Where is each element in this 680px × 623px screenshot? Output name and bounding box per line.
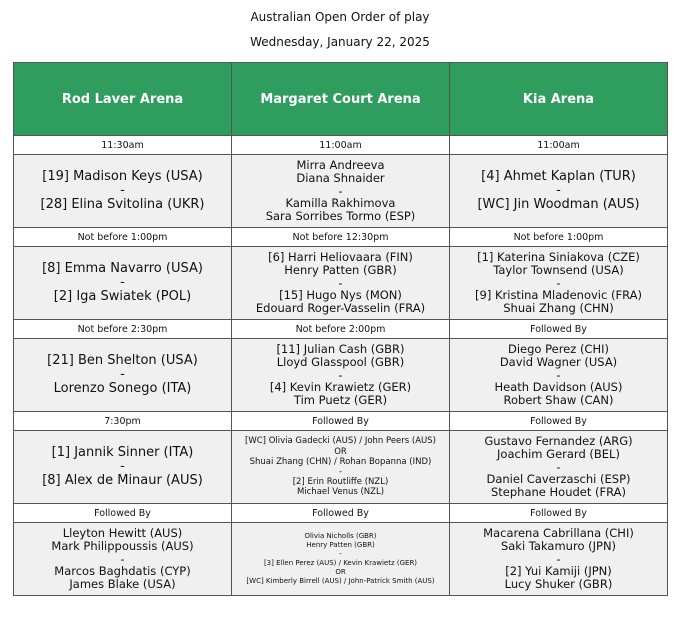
match-cell bbox=[450, 155, 668, 228]
player-line: - bbox=[556, 275, 561, 290]
player-line: [9] Kristina Mladenovic (FRA) bbox=[475, 288, 642, 303]
player-line: - bbox=[120, 366, 125, 382]
player-line: [6] Harri Heliovaara (FIN) bbox=[268, 250, 413, 265]
player-line: Heath Davidson (AUS) bbox=[494, 380, 623, 395]
match-cell bbox=[14, 339, 232, 412]
match-cell bbox=[14, 247, 232, 320]
player-line: Lorenzo Sonego (ITA) bbox=[53, 381, 192, 397]
player-line: - bbox=[338, 467, 343, 477]
player-line: - bbox=[338, 275, 343, 290]
arena-header: Margaret Court Arena bbox=[232, 63, 450, 136]
page-date: Wednesday, January 22, 2025 bbox=[250, 35, 430, 49]
player-line: [28] Elina Svitolina (UKR) bbox=[40, 197, 205, 213]
match-cell bbox=[14, 523, 232, 596]
schedule-table bbox=[13, 62, 668, 596]
match-row bbox=[14, 155, 668, 228]
match-row bbox=[14, 431, 668, 504]
player-line: - bbox=[556, 367, 561, 382]
player-line: [WC] Olivia Gadecki (AUS) / John Peers (AUS) bbox=[245, 436, 436, 447]
player-line: [21] Ben Shelton (USA) bbox=[47, 352, 198, 368]
player-line: Marcos Baghdatis (CYP) bbox=[54, 564, 191, 579]
player-line: Lleyton Hewitt (AUS) bbox=[62, 526, 183, 541]
player-line: OR bbox=[335, 568, 346, 577]
player-line: - bbox=[556, 459, 561, 474]
arena-header: Kia Arena bbox=[450, 63, 668, 136]
player-line: Sara Sorribes Tormo (ESP) bbox=[265, 208, 416, 223]
player-line: Diego Perez (CHI) bbox=[507, 342, 609, 357]
player-line: [1] Katerina Siniakova (CZE) bbox=[477, 250, 640, 265]
player-line: Stephane Houdet (FRA) bbox=[490, 484, 627, 499]
player-line: Shuai Zhang (CHN) / Rohan Bopanna (IND) bbox=[249, 456, 432, 467]
player-line: [3] Ellen Perez (AUS) / Kevin Krawietz (GER) bbox=[263, 559, 418, 567]
player-line: [WC] Kimberly Birrell (AUS) / John-Patrick Smith (AUS) bbox=[246, 577, 435, 586]
player-line: Lloyd Glasspool (GBR) bbox=[276, 355, 405, 370]
start-time: 11:00am bbox=[450, 136, 668, 155]
player-line: - bbox=[120, 182, 125, 198]
player-line: - bbox=[556, 182, 561, 198]
time-row bbox=[14, 136, 668, 155]
player-line: [19] Madison Keys (USA) bbox=[42, 168, 203, 184]
player-line: Lucy Shuker (GBR) bbox=[504, 576, 613, 591]
player-line: Daniel Caverzaschi (ESP) bbox=[486, 472, 631, 487]
player-line: [WC] Jin Woodman (AUS) bbox=[477, 197, 640, 213]
player-line: [8] Alex de Minaur (AUS) bbox=[42, 473, 203, 489]
player-line: James Blake (USA) bbox=[69, 576, 176, 591]
schedule-body bbox=[14, 136, 668, 596]
player-line: Shuai Zhang (CHN) bbox=[503, 300, 614, 315]
player-line: [2] Yui Kamiji (JPN) bbox=[505, 564, 612, 579]
start-time: 7:30pm bbox=[14, 412, 232, 431]
start-time: 11:00am bbox=[232, 136, 450, 155]
start-time: Followed By bbox=[14, 504, 232, 523]
time-row bbox=[14, 320, 668, 339]
player-line: [15] Hugo Nys (MON) bbox=[279, 288, 402, 303]
match-cell bbox=[232, 339, 450, 412]
time-row bbox=[14, 504, 668, 523]
player-line: - bbox=[120, 458, 125, 474]
arena-header-row bbox=[14, 63, 668, 136]
player-line: [2] Iga Swiatek (POL) bbox=[53, 289, 192, 305]
match-row bbox=[14, 339, 668, 412]
player-line: - bbox=[556, 551, 561, 566]
player-line: Tim Puetz (GER) bbox=[293, 392, 388, 407]
player-line: Diana Shnaider bbox=[296, 171, 385, 186]
time-row bbox=[14, 412, 668, 431]
player-line: Mirra Andreeva bbox=[296, 158, 385, 173]
match-cell bbox=[232, 155, 450, 228]
match-cell bbox=[232, 523, 450, 596]
player-line: - bbox=[338, 367, 343, 382]
start-time: Not before 2:30pm bbox=[14, 320, 232, 339]
page-title: Australian Open Order of play bbox=[250, 10, 430, 24]
start-time: Not before 12:30pm bbox=[232, 228, 450, 247]
player-line: [2] Erin Routliffe (NZL) bbox=[292, 477, 389, 488]
player-line: Kamilla Rakhimova bbox=[285, 196, 396, 211]
match-cell bbox=[14, 155, 232, 228]
player-line: Edouard Roger-Vasselin (FRA) bbox=[255, 300, 426, 315]
match-cell bbox=[232, 247, 450, 320]
match-cell bbox=[450, 339, 668, 412]
player-line: - bbox=[120, 274, 125, 290]
player-line: Gustavo Fernandez (ARG) bbox=[484, 434, 633, 449]
player-line: [4] Ahmet Kaplan (TUR) bbox=[481, 168, 636, 184]
player-line: Taylor Townsend (USA) bbox=[493, 263, 624, 278]
player-line: [8] Emma Navarro (USA) bbox=[42, 260, 203, 276]
start-time: Followed By bbox=[450, 320, 668, 339]
player-line: Mark Philippoussis (AUS) bbox=[51, 539, 194, 554]
player-line: Joachim Gerard (BEL) bbox=[497, 447, 620, 462]
start-time: Followed By bbox=[450, 412, 668, 431]
start-time: Followed By bbox=[232, 504, 450, 523]
player-line: - bbox=[120, 551, 125, 566]
start-time: 11:30am bbox=[14, 136, 232, 155]
match-cell bbox=[450, 523, 668, 596]
match-row bbox=[14, 523, 668, 596]
player-line: - bbox=[338, 183, 343, 198]
player-line: [11] Julian Cash (GBR) bbox=[276, 342, 405, 357]
player-line: OR bbox=[334, 446, 347, 457]
arena-header: Rod Laver Arena bbox=[14, 63, 232, 136]
start-time: Not before 1:00pm bbox=[450, 228, 668, 247]
player-line: Olivia Nicholls (GBR) bbox=[304, 531, 377, 540]
match-cell bbox=[232, 431, 450, 504]
start-time: Not before 1:00pm bbox=[14, 228, 232, 247]
player-line: Henry Patten (GBR) bbox=[306, 540, 375, 549]
player-line: Robert Shaw (CAN) bbox=[503, 392, 614, 407]
player-line: Henry Patten (GBR) bbox=[284, 263, 397, 278]
player-line: [1] Jannik Sinner (ITA) bbox=[51, 444, 194, 460]
start-time: Followed By bbox=[450, 504, 668, 523]
player-line: Saki Takamuro (JPN) bbox=[500, 539, 617, 554]
match-row bbox=[14, 247, 668, 320]
player-line: - bbox=[339, 549, 342, 558]
player-line: [4] Kevin Krawietz (GER) bbox=[269, 380, 412, 395]
match-cell bbox=[450, 247, 668, 320]
time-row bbox=[14, 228, 668, 247]
match-cell bbox=[14, 431, 232, 504]
player-line: Michael Venus (NZL) bbox=[296, 487, 385, 498]
player-line: Macarena Cabrillana (CHI) bbox=[483, 526, 634, 541]
start-time: Followed By bbox=[232, 412, 450, 431]
start-time: Not before 2:00pm bbox=[232, 320, 450, 339]
match-cell bbox=[450, 431, 668, 504]
player-line: David Wagner (USA) bbox=[499, 355, 618, 370]
